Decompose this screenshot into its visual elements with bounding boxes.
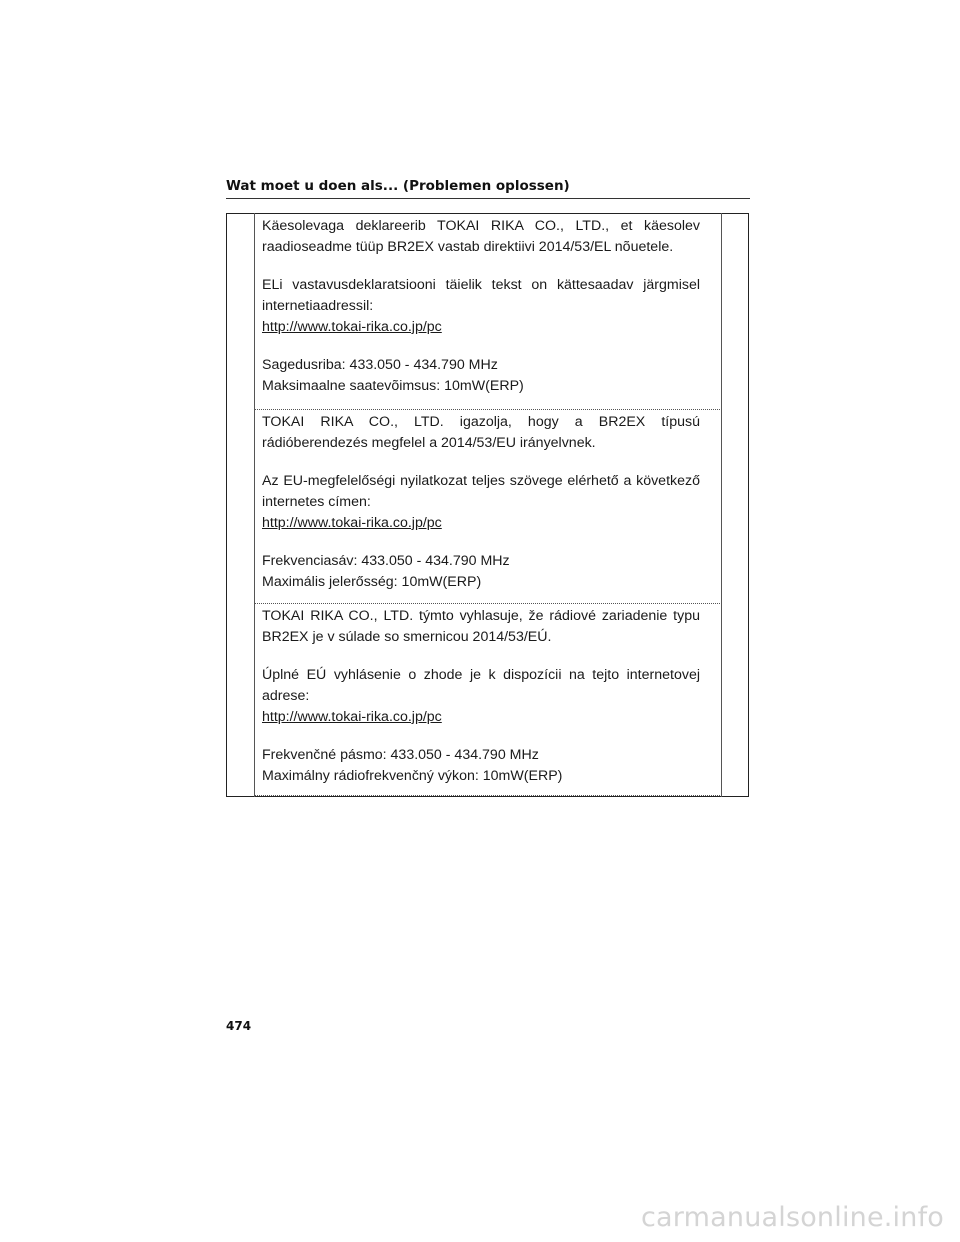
section-divider [254, 409, 722, 410]
declaration-url-link[interactable]: http://www.tokai-rika.co.jp/pc [262, 319, 442, 335]
declaration-availability-text: Az EU-megfelelőségi nyilatkozat teljes szövege elérhető a következő internetes címen: [262, 473, 700, 510]
declaration-availability-text: Úplné EÚ vyhlásenie o zhode je k dispozícii na tejto internetovej adrese: [262, 667, 700, 704]
header-rule [226, 198, 750, 199]
declaration-statement: TOKAI RIKA CO., LTD. igazolja, hogy a BR2EX típusú rádióberendezés megfelel a 2014/53/EU irányelvnek. [262, 414, 700, 451]
section-divider [254, 795, 722, 796]
page-number: 474 [226, 1019, 252, 1033]
max-power: Maximálny rádiofrekvenčný výkon: 10mW(ERP) [262, 768, 563, 784]
frequency-band: Frekvenciasáv: 433.050 - 434.790 MHz [262, 553, 510, 569]
declaration-availability-text: ELi vastavusdeklaratsiooni täielik tekst on kättesaadav järgmisel internetiaadressil: [262, 277, 700, 314]
section-divider [254, 603, 722, 604]
max-power: Maksimaalne saatevõimsus: 10mW(ERP) [262, 378, 524, 394]
frequency-band: Frekvenčné pásmo: 433.050 - 434.790 MHz [262, 747, 539, 763]
declaration-section-estonian [254, 216, 722, 397]
frequency-band: Sagedusriba: 433.050 - 434.790 MHz [262, 357, 498, 373]
declaration-url-link[interactable]: http://www.tokai-rika.co.jp/pc [262, 515, 442, 531]
page-header-title: Wat moet u doen als... (Problemen oplossen) [226, 178, 570, 194]
declaration-statement: Käesolevaga deklareerib TOKAI RIKA CO., LTD., et käesolev raadioseadme tüüp BR2EX vastab direktiivi 2014/53/EL nõuetele. [262, 218, 700, 255]
declaration-section-hungarian [254, 412, 722, 593]
max-power: Maximális jelerősség: 10mW(ERP) [262, 574, 482, 590]
site-watermark: carmanualsonline.info [641, 1202, 944, 1233]
declaration-url-link[interactable]: http://www.tokai-rika.co.jp/pc [262, 709, 442, 725]
declaration-section-slovak [254, 606, 722, 787]
declaration-statement: TOKAI RIKA CO., LTD. týmto vyhlasuje, že rádiové zariadenie typu BR2EX je v súlade so smernicou 2014/53/EÚ. [262, 608, 700, 645]
